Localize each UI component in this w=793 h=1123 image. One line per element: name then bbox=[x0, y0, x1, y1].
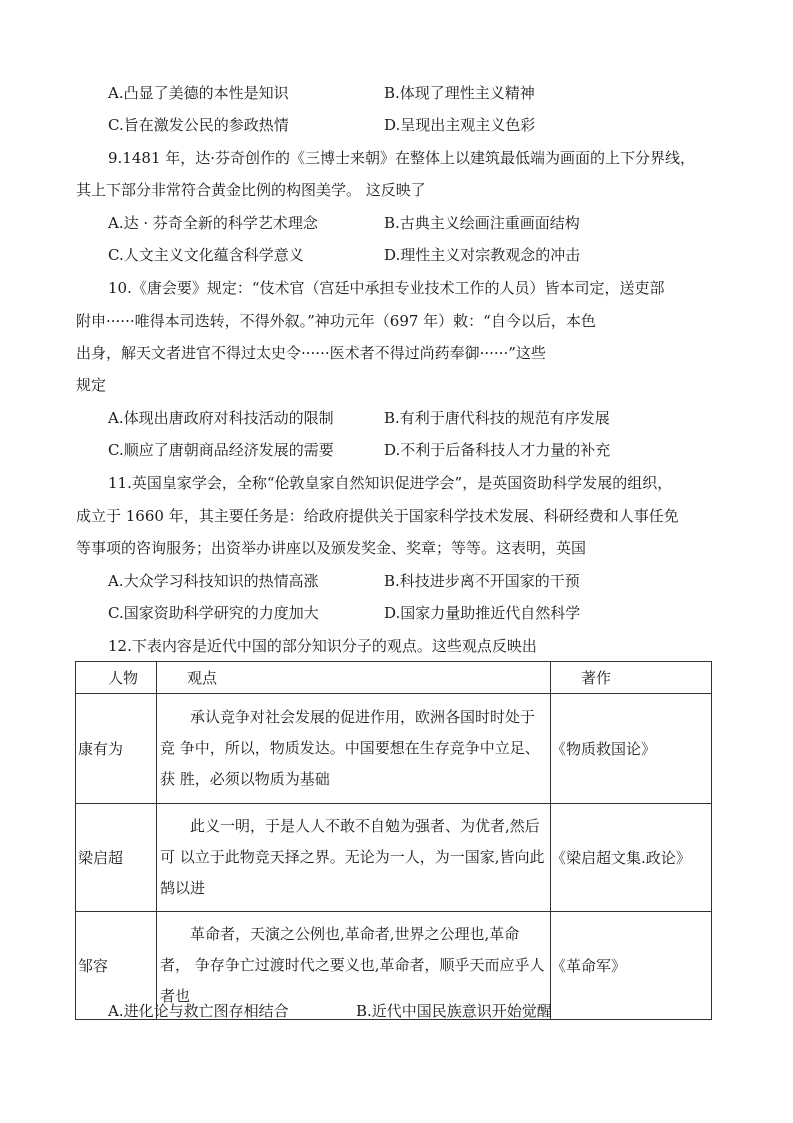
q9-option-c: C.人文主义文化蕴含科学意义 bbox=[108, 246, 304, 264]
q9-option-a: A.达 · 芬奇全新的科学艺术理念 bbox=[108, 214, 318, 232]
header-work: 著作 bbox=[551, 662, 712, 694]
q11-stem-line3: 等事项的咨询服务；出资举办讲座以及颁发奖金、奖章；等等。这表明，英国 bbox=[76, 539, 587, 557]
q11-stem-line1: 11.英国皇家学会，全称“伦敦皇家自然知识促进学会”，是英国资助科学发展的组织， bbox=[108, 474, 673, 492]
view-cell bbox=[157, 804, 551, 912]
header-view: 观点 bbox=[157, 662, 551, 694]
person-cell: 康有为 bbox=[76, 694, 157, 804]
q9-stem-line2: 其上下部分非常符合黄金比例的构图美学。 这反映了 bbox=[76, 181, 426, 199]
q8-option-a: A.凸显了美德的本性是知识 bbox=[108, 84, 289, 102]
q11-option-a: A.大众学习科技知识的热情高涨 bbox=[108, 572, 319, 590]
q11-option-b: B.科技进步离不开国家的干预 bbox=[384, 572, 580, 590]
table-row bbox=[76, 804, 712, 912]
q10-option-d: D.不利于后备科技人才力量的补充 bbox=[384, 441, 611, 459]
q8-option-c: C.旨在激发公民的参政热情 bbox=[108, 116, 289, 134]
q8-option-b: B.体现了理性主义精神 bbox=[384, 84, 535, 102]
q10-stem-line3: 出身，解天文者进官不得过太史令······医术者不得过尚药奉御······”这些 bbox=[76, 344, 546, 362]
q10-stem-line4: 规定 bbox=[76, 376, 107, 394]
q10-option-c: C.顺应了唐朝商品经济发展的需要 bbox=[108, 441, 334, 459]
work-cell: 《物质救国论》 bbox=[551, 694, 712, 804]
work-cell: 《革命军》 bbox=[551, 912, 712, 1020]
q12-stem: 12.下表内容是近代中国的部分知识分子的观点。这些观点反映出 bbox=[108, 637, 537, 655]
q10-stem-line2: 附申······唯得本司迭转，不得外叙。”神功元年（697 年）敕：“自今以后，本色 bbox=[76, 312, 596, 330]
q9-option-d: D.理性主义对宗教观念的冲击 bbox=[384, 246, 581, 264]
table-row bbox=[76, 694, 712, 804]
header-person: 人物 bbox=[76, 662, 157, 694]
q12-views-table bbox=[75, 661, 712, 1020]
view-text: 承认竞争对社会发展的促进作用，欧洲各国时时处于竞 争中，所以，物质发达。中国要想在生存竞争中立足、获 胜，必须以物质为基础 bbox=[160, 708, 540, 788]
view-text: 此义一明，于是人人不敢不自勉为强者、为优者,然后可 以立于此物竞天择之界。无论为一人，为一国家,皆向此 鹄以进 bbox=[160, 817, 545, 897]
q9-stem-line1: 9.1481 年，达·芬奇创作的《三博士来朝》在整体上以建筑最低端为画面的上下分界线， bbox=[108, 149, 696, 167]
q10-option-b: B.有利于唐代科技的规范有序发展 bbox=[384, 409, 610, 427]
q11-option-c: C.国家资助科学研究的力度加大 bbox=[108, 604, 319, 622]
view-cell bbox=[157, 694, 551, 804]
q10-stem-line1: 10.《唐会要》规定：“伎术官（宫廷中承担专业技术工作的人员）皆本司定，送吏部 bbox=[108, 279, 665, 297]
q11-option-d: D.国家力量助推近代自然科学 bbox=[384, 604, 581, 622]
q8-option-d: D.呈现出主观主义色彩 bbox=[384, 116, 536, 134]
person-cell: 邹容 bbox=[76, 912, 157, 1020]
table-header-row bbox=[76, 662, 712, 694]
q9-option-b: B.古典主义绘画注重画面结构 bbox=[384, 214, 580, 232]
q11-stem-line2: 成立于 1660 年，其主要任务是：给政府提供关于国家科学技术发展、科研经费和人事任免 bbox=[76, 507, 679, 525]
view-text: 革命者，天演之公例也,革命者,世界之公理也,革命者， 争存争亡过渡时代之要义也,革命者，顺乎天而应乎人 者也 bbox=[160, 925, 545, 1005]
q12-option-b: B.近代中国民族意识开始觉醒 bbox=[356, 1002, 552, 1020]
work-cell: 《梁启超文集.政论》 bbox=[551, 804, 712, 912]
person-cell: 梁启超 bbox=[76, 804, 157, 912]
q12-option-a: A.进化论与救亡图存相结合 bbox=[108, 1002, 289, 1020]
q10-option-a: A.体现出唐政府对科技活动的限制 bbox=[108, 409, 334, 427]
